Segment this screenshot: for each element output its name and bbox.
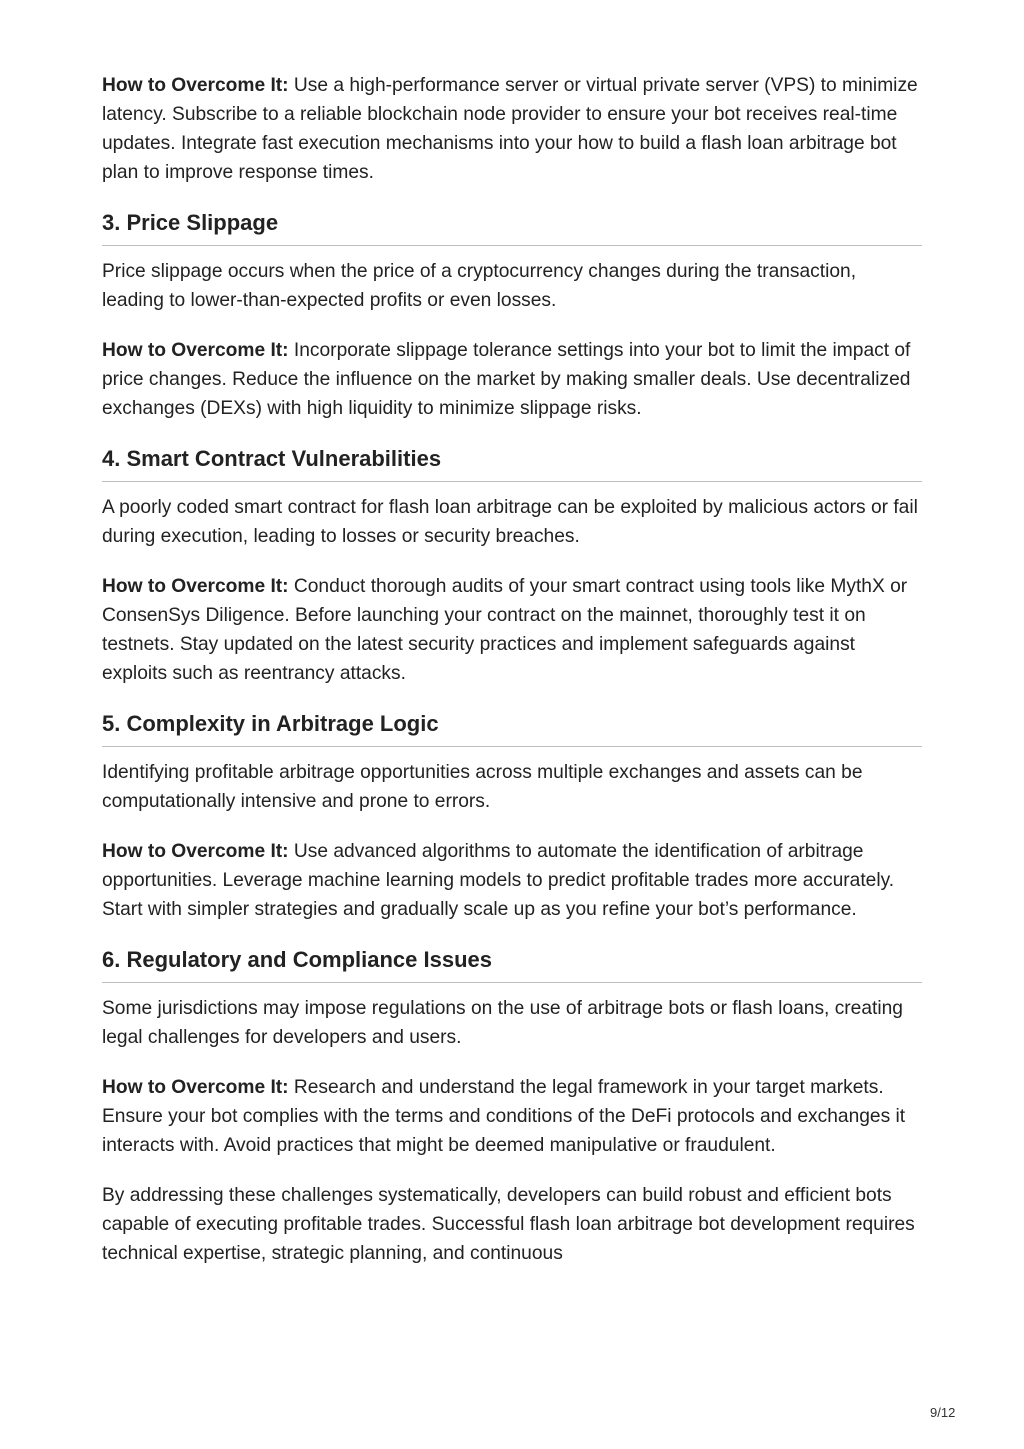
overcome-lead: How to Overcome It: xyxy=(102,576,289,597)
section-smart-contract-vulnerabilities xyxy=(102,444,922,688)
overcome-lead: How to Overcome It: xyxy=(102,1077,289,1098)
overcome-paragraph xyxy=(102,572,922,688)
overcome-paragraph xyxy=(102,837,922,924)
section-regulatory-compliance xyxy=(102,945,922,1160)
intro-paragraph xyxy=(102,71,922,187)
document-body xyxy=(102,71,922,1289)
section-price-slippage xyxy=(102,208,922,423)
section-heading: 3. Price Slippage xyxy=(102,208,922,246)
section-heading: 5. Complexity in Arbitrage Logic xyxy=(102,709,922,747)
overcome-paragraph xyxy=(102,1073,922,1160)
overcome-paragraph xyxy=(102,336,922,423)
overcome-text: Use a high-performance server or virtual private server (VPS) to minimize latency. Subscribe to a reliable blockchain node provider to ensure your bot receives real-time updates. Integrate fast execution mechanisms into your how to build a flash loan arbitrage bot plan to improve response times. xyxy=(102,75,918,183)
overcome-text: Conduct thorough audits of your smart contract using tools like MythX or ConsenSys Diligence. Before launching your contract on the mainnet, thoroughly test it on testnets. Stay updated on the latest security practices and implement safeguards against exploits such as reentrancy attacks. xyxy=(102,576,908,684)
overcome-lead: How to Overcome It: xyxy=(102,340,289,361)
closing-paragraph: By addressing these challenges systematically, developers can build robust and efficient bots capable of executing profitable trades. Successful flash loan arbitrage bot development requires technical expertise, strategic planning, and continuous xyxy=(102,1185,915,1264)
section-description: A poorly coded smart contract for flash loan arbitrage can be exploited by malicious actors or fail during execution, leading to losses or security breaches. xyxy=(102,497,918,547)
page-number: 9/12 xyxy=(930,1405,956,1420)
section-description: Identifying profitable arbitrage opportunities across multiple exchanges and assets can be computationally intensive and prone to errors. xyxy=(102,762,863,812)
section-heading: 6. Regulatory and Compliance Issues xyxy=(102,945,922,983)
overcome-text: Incorporate slippage tolerance settings into your bot to limit the impact of price changes. Reduce the influence on the market by making smaller deals. Use decentralized exchanges (DEXs) with high liquidity to minimize slippage risks. xyxy=(102,340,911,419)
overcome-lead: How to Overcome It: xyxy=(102,841,289,862)
section-heading: 4. Smart Contract Vulnerabilities xyxy=(102,444,922,482)
section-description: Some jurisdictions may impose regulations on the use of arbitrage bots or flash loans, creating legal challenges for developers and users. xyxy=(102,998,903,1048)
section-arbitrage-logic xyxy=(102,709,922,924)
overcome-text: Use advanced algorithms to automate the identification of arbitrage opportunities. Leverage machine learning models to predict profitable trades more accurately. Start with simpler strategies and gradually scale up as you refine your bot’s performance. xyxy=(102,841,895,920)
overcome-lead: How to Overcome It: xyxy=(102,75,289,96)
overcome-text: Research and understand the legal framework in your target markets. Ensure your bot complies with the terms and conditions of the DeFi protocols and exchanges it interacts with. Avoid practices that might be deemed manipulative or fraudulent. xyxy=(102,1077,906,1156)
section-description: Price slippage occurs when the price of a cryptocurrency changes during the transaction, leading to lower-than-expected profits or even losses. xyxy=(102,261,857,311)
